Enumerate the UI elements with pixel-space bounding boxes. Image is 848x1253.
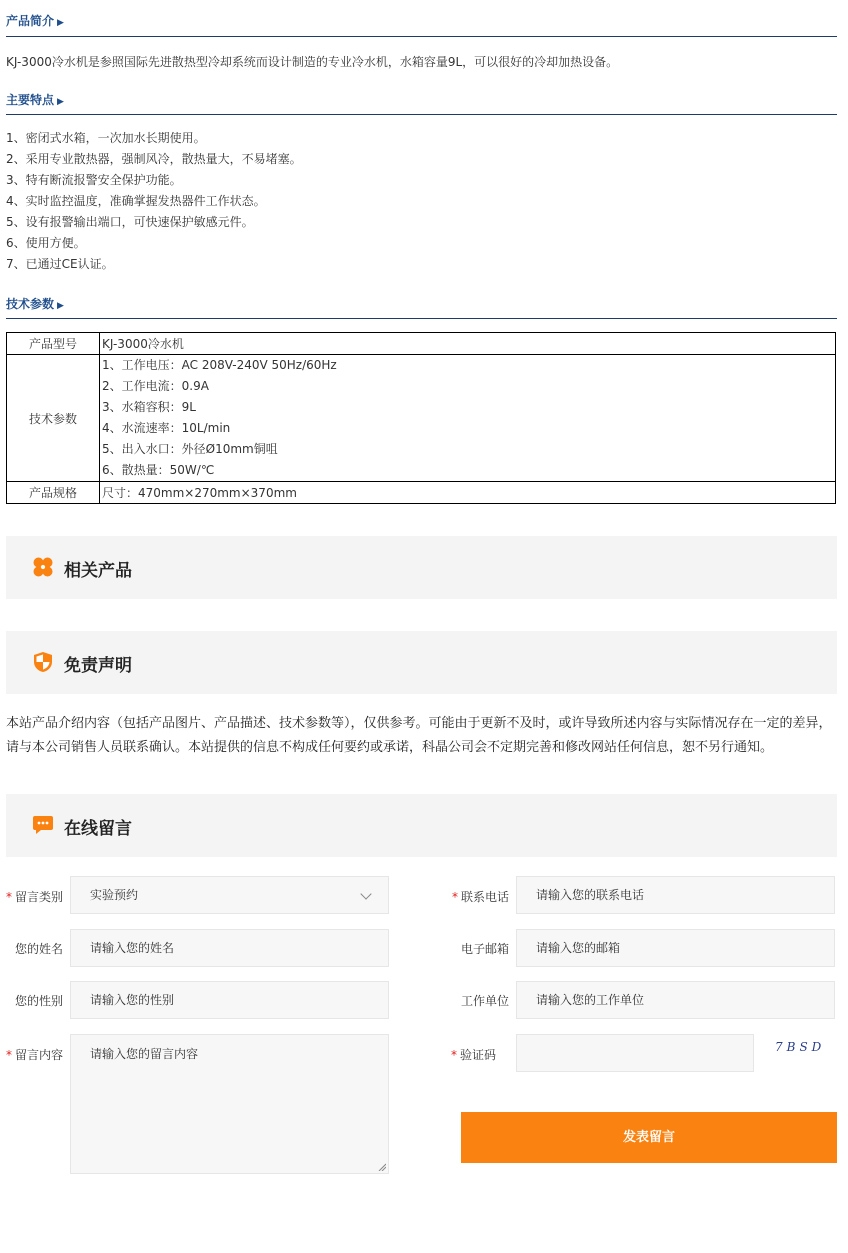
- phone-input[interactable]: 请输入您的联系电话: [516, 876, 835, 914]
- company-label: 工作单位: [460, 994, 509, 1008]
- gender-input[interactable]: 请输入您的性别: [70, 981, 389, 1019]
- chat-bubble-icon: [32, 814, 54, 836]
- message-bar: [6, 794, 837, 857]
- triangle-right-icon: ▶: [57, 18, 64, 28]
- captcha-image[interactable]: 7BSD: [775, 1040, 826, 1054]
- captcha-label: * 验证码: [450, 1048, 496, 1062]
- message-title: 在线留言: [64, 819, 132, 839]
- name-label: 您的姓名: [14, 942, 63, 956]
- resize-grip-icon[interactable]: [378, 1163, 386, 1171]
- related-products-bar[interactable]: [6, 536, 837, 599]
- gender-label: 您的性别: [14, 994, 63, 1008]
- shield-icon: [32, 651, 54, 673]
- phone-label: * 联系电话: [451, 890, 509, 904]
- list-item: 3、特有断流报警安全保护功能。: [6, 173, 182, 187]
- chevron-down-icon: [360, 888, 371, 899]
- category-label: * 留言类别: [5, 890, 63, 904]
- intro-title: 产品简介 ▶: [6, 14, 64, 28]
- captcha-input[interactable]: [516, 1034, 754, 1072]
- table-cell-value: 尺寸：470mm×270mm×370mm: [100, 482, 836, 504]
- email-input[interactable]: 请输入您的邮箱: [516, 929, 835, 967]
- triangle-right-icon: ▶: [57, 301, 64, 311]
- content-textarea[interactable]: 请输入您的留言内容: [70, 1034, 389, 1174]
- disclaimer-title: 免责声明: [64, 656, 132, 676]
- spec-line: 6、散热量：50W/℃: [102, 463, 215, 477]
- features-section-header: [6, 91, 837, 115]
- table-cell-key: 产品型号: [7, 333, 100, 355]
- clover-icon: [32, 556, 54, 578]
- list-item: 7、已通过CE认证。: [6, 257, 114, 271]
- triangle-right-icon: ▶: [57, 97, 64, 107]
- table-cell-value: KJ-3000冷水机: [100, 333, 836, 355]
- table-cell-key: 产品规格: [7, 482, 100, 504]
- spec-line: 1、工作电压：AC 208V-240V 50Hz/60Hz: [102, 358, 337, 372]
- table-cell-value: [100, 355, 836, 482]
- category-select[interactable]: 实验预约: [70, 876, 389, 914]
- disclaimer-bar: [6, 631, 837, 694]
- params-section-header: [6, 295, 837, 319]
- spec-line: 4、水流速率：10L/min: [102, 421, 231, 435]
- spec-table: [6, 332, 836, 504]
- intro-text: KJ-3000冷水机是参照国际先进散热型冷却系统而设计制造的专业冷水机，水箱容量9L，可以很好的冷却加热设备。: [6, 55, 619, 69]
- list-item: 5、设有报警输出端口，可快速保护敏感元件。: [6, 215, 254, 229]
- name-input[interactable]: 请输入您的姓名: [70, 929, 389, 967]
- related-products-title: 相关产品: [64, 561, 132, 581]
- disclaimer-text: 本站产品介绍内容（包括产品图片、产品描述、技术参数等），仅供参考。可能由于更新不及时，或许导致所述内容与实际情况存在一定的差异，请与本公司销售人员联系确认。本站提供的信息不构成任何要约或承诺，科晶公司会不定期完善和修改网站任何信息，恕不另行通知。: [6, 716, 832, 755]
- list-item: 2、采用专业散热器，强制风冷，散热量大，不易堵塞。: [6, 152, 302, 166]
- list-item: 6、使用方便。: [6, 236, 86, 250]
- params-title: 技术参数 ▶: [6, 297, 64, 311]
- features-list: [6, 128, 302, 275]
- intro-section-header: [6, 12, 837, 37]
- table-row: [7, 482, 836, 504]
- table-row: [7, 355, 836, 482]
- spec-line: 5、出入水口：外径Ø10mm铜咀: [102, 442, 278, 456]
- table-row: [7, 333, 836, 355]
- company-input[interactable]: 请输入您的工作单位: [516, 981, 835, 1019]
- features-title: 主要特点 ▶: [6, 93, 64, 107]
- table-cell-key: 技术参数: [7, 355, 100, 482]
- list-item: 4、实时监控温度，准确掌握发热器件工作状态。: [6, 194, 266, 208]
- list-item: 1、密闭式水箱，一次加水长期使用。: [6, 131, 206, 145]
- content-label: * 留言内容: [5, 1048, 63, 1062]
- spec-line: 3、水箱容积：9L: [102, 400, 196, 414]
- submit-button[interactable]: 发表留言: [461, 1112, 837, 1163]
- spec-line: 2、工作电流：0.9A: [102, 379, 209, 393]
- email-label: 电子邮箱: [460, 942, 509, 956]
